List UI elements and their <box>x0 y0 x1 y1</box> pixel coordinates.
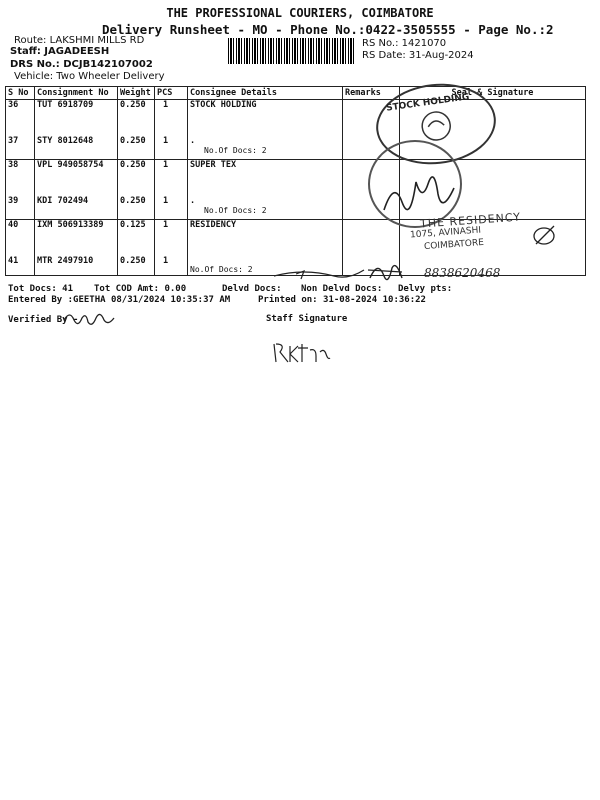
consignee-cell <box>188 136 343 160</box>
weight-cell: 0.125 <box>118 220 155 256</box>
col-pcs: PCS <box>155 87 188 100</box>
total-docs: Tot Docs: 41 <box>8 284 74 294</box>
consignee-cell: RESIDENCY <box>188 220 343 256</box>
delivered-docs: Delvd Docs: <box>222 284 282 294</box>
consignee-cell <box>188 196 343 220</box>
pcs-cell: 1 <box>155 100 188 136</box>
weight-cell: 0.250 <box>118 160 155 196</box>
table-row <box>6 100 586 136</box>
rs-date: RS Date: 31-Aug-2024 <box>362 50 474 61</box>
drs-number: DRS No.: DCJB142107002 <box>10 59 153 70</box>
verified-by: Verified By - <box>8 315 79 325</box>
col-consignment: Consignment No <box>35 87 118 100</box>
col-weight: Weight <box>118 87 155 100</box>
residency-stamp-name: THE RESIDENCY <box>419 210 522 231</box>
table-header-row <box>6 87 586 100</box>
signature-scribble-icon <box>366 258 406 284</box>
sno-cell: 39 <box>6 196 35 220</box>
consignment-cell: TUT 6918709 <box>35 100 118 136</box>
entered-by: Entered By :GEETHA 08/31/2024 10:35:37 AM <box>8 295 231 305</box>
col-consignee: Consignee Details <box>188 87 343 100</box>
handwritten-phone: 8838620468 <box>424 266 501 280</box>
consignee-cell: SUPER TEX <box>188 160 343 196</box>
printed-on: Printed on: 31-08-2024 10:36:22 <box>258 295 426 305</box>
non-delivered-docs: Non Delvd Docs: <box>301 284 383 294</box>
pcs-cell: 1 <box>155 220 188 256</box>
sno-cell: 37 <box>6 136 35 160</box>
staff-label: Staff: JAGADEESH <box>10 46 110 57</box>
consignee-cell: STOCK HOLDING <box>188 100 343 136</box>
sno-cell: 41 <box>6 256 35 276</box>
vehicle-label: Vehicle: Two Wheeler Delivery <box>14 71 165 82</box>
pcs-cell: 1 <box>155 196 188 220</box>
col-remarks: Remarks <box>343 87 400 100</box>
consignment-cell: IXM 506913389 <box>35 220 118 256</box>
docs-count: No.Of Docs: 2 <box>204 145 267 155</box>
pcs-cell: 1 <box>155 160 188 196</box>
col-sno: S No <box>6 87 35 100</box>
sno-cell: 40 <box>6 220 35 256</box>
weight-cell: 0.250 <box>118 196 155 220</box>
delivery-points: Delvy pts: <box>398 284 453 294</box>
pcs-cell: 1 <box>155 136 188 160</box>
weight-cell: 0.250 <box>118 136 155 160</box>
docs-count: No.Of Docs: 2 <box>190 264 253 274</box>
table-row <box>6 136 586 160</box>
consignment-cell: VPL 949058754 <box>35 160 118 196</box>
rs-number: RS No.: 1421070 <box>362 38 447 49</box>
runsheet-title: Delivery Runsheet - MO - Phone No.:0422-3505555 - Page No.:2 <box>102 22 554 37</box>
consignment-cell: KDI 702494 <box>35 196 118 220</box>
route-label: Route: LAKSHMI MILLS RD <box>14 35 145 46</box>
company-title: THE PROFESSIONAL COURIERS, COIMBATORE <box>166 6 434 20</box>
pcs-cell: 1 <box>155 256 188 276</box>
sno-cell: 36 <box>6 100 35 136</box>
runsheet-table <box>5 86 586 276</box>
stock-holding-stamp-text: STOCK HOLDING <box>385 92 470 114</box>
barcode <box>228 38 356 64</box>
verified-signature-icon <box>62 308 118 328</box>
residency-stamp-address: 1075, AVINASHI <box>409 225 482 241</box>
col-signature: Seal & Signature <box>400 87 586 100</box>
staff-signature-icon <box>272 340 332 364</box>
sno-cell: 38 <box>6 160 35 196</box>
staff-signature-label: Staff Signature <box>266 314 348 324</box>
scribble-icon <box>530 222 560 250</box>
total-cod: Tot COD Amt: 0.00 <box>94 284 187 294</box>
consignment-cell: STY 8012648 <box>35 136 118 160</box>
consignee-text: . <box>190 135 196 146</box>
consignee-text: . <box>190 195 196 206</box>
consignment-cell: MTR 2497910 <box>35 256 118 276</box>
weight-cell: 0.250 <box>118 256 155 276</box>
docs-count: No.Of Docs: 2 <box>204 205 267 215</box>
weight-cell: 0.250 <box>118 100 155 136</box>
residency-stamp-city: COIMBATORE <box>423 237 485 253</box>
table-row <box>6 160 586 196</box>
